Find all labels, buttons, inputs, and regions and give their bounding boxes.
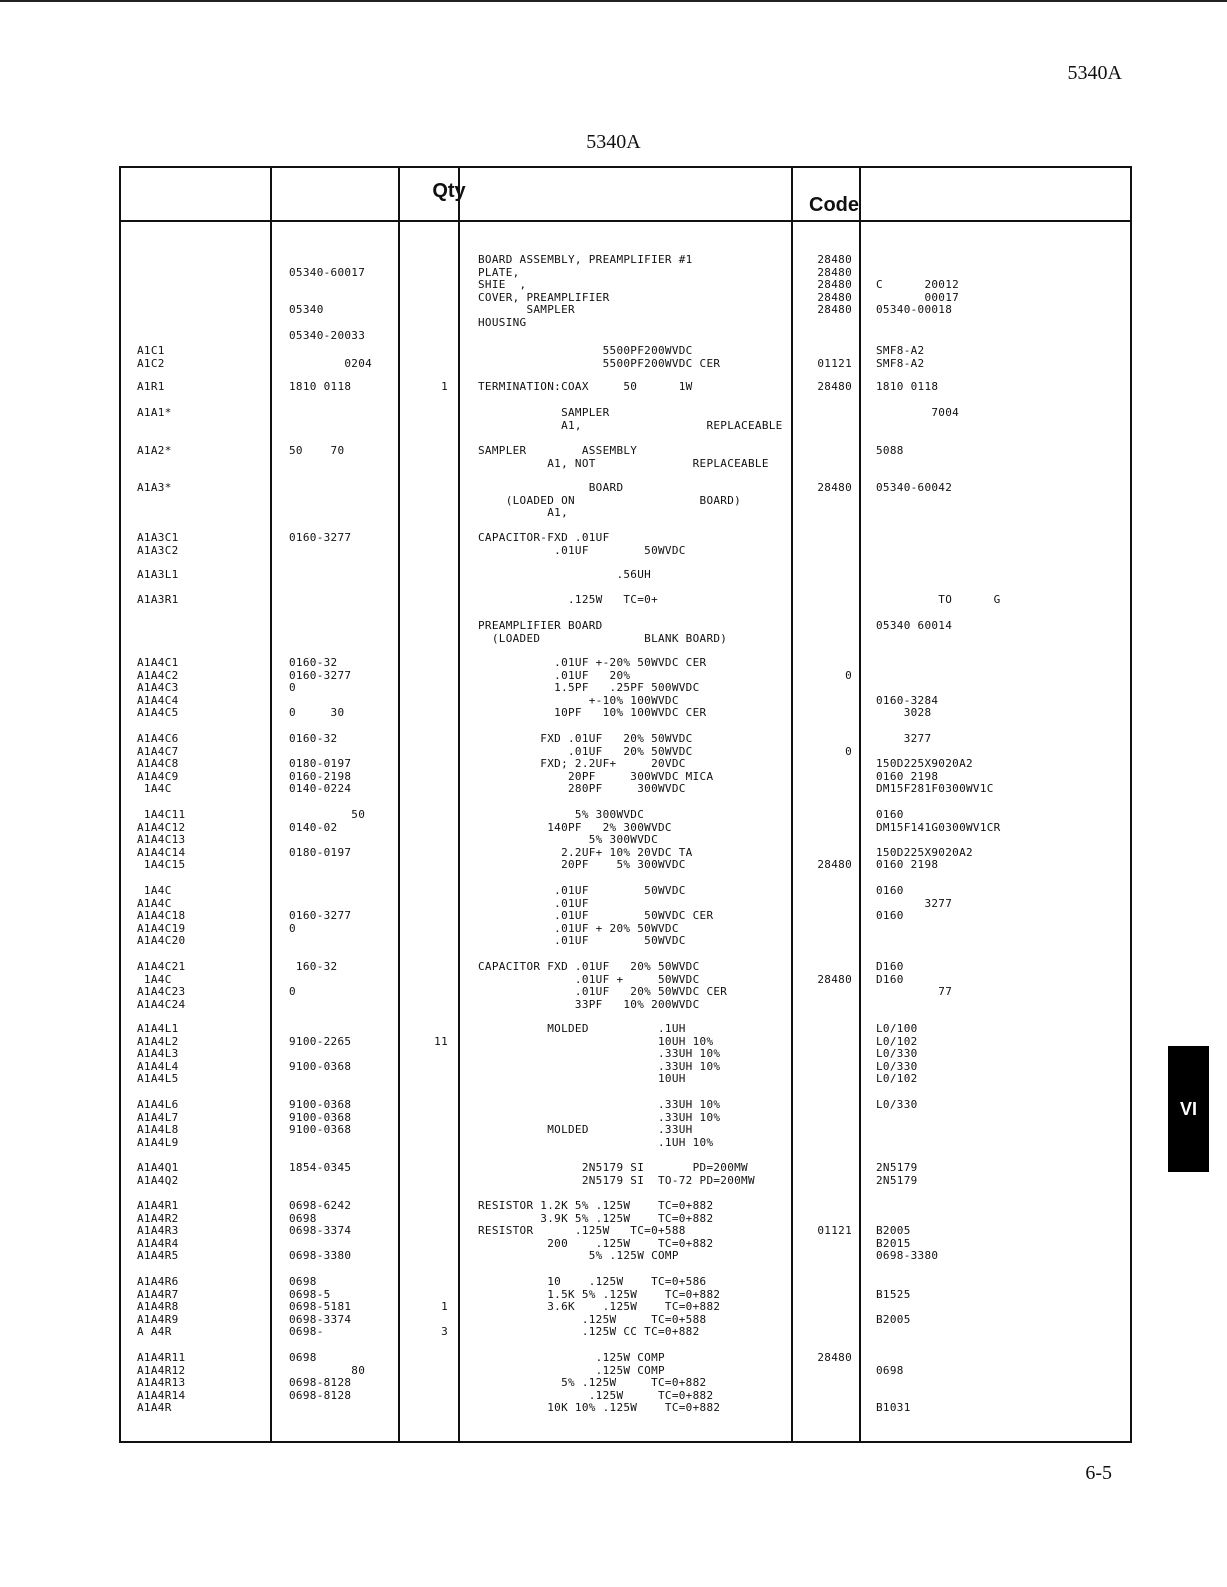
description-cell: 5500PF200WVDC 5500PF200WVDC CER	[602, 344, 721, 370]
description-cell: FXD .01UF 20% 50WVDC .01UF 20% 50WVDC FXD; 2.2UF+ 20VDC 20PF 300WVDC MICA 280PF 300WVDC	[540, 732, 714, 796]
description-cell: PREAMPLIFIER BOARD (LOADED BLANK BOARD)	[478, 619, 728, 645]
ref-cell: A1A4C21 1A4C A1A4C23 A1A4C24	[137, 960, 186, 1011]
mfr-part-cell: 0160-3284 3028	[876, 693, 939, 720]
mfr-code-cell: 01121	[817, 1224, 852, 1238]
ref-cell: A1R1	[137, 380, 165, 393]
ref-cell: 1A4C A1A4C A1A4C18 A1A4C19 A1A4C20	[137, 884, 186, 948]
description-cell: .56UH	[478, 568, 652, 581]
mfr-part-cell: SMF8-A2 SMF8-A2	[876, 344, 925, 370]
mfr-code-cell: 28480	[817, 481, 852, 494]
description-cell: 2N5179 SI PD=200MW 2N5179 SI TO-72 PD=200MW	[581, 1161, 755, 1187]
ref-cell: A1A1*	[137, 406, 172, 419]
description-cell: .33UH 10% .33UH 10% MOLDED .33UH .1UH 10%	[547, 1098, 721, 1149]
page-number: 6-5	[1085, 1462, 1112, 1484]
description-cell: TERMINATION:COAX 50 1W	[478, 380, 693, 393]
part-number-cell: 05340-60017 05340 05340-20033	[289, 265, 366, 342]
ref-cell: A1A4R1 A1A4R2 A1A4R3 A1A4R4 A1A4R5	[137, 1199, 179, 1263]
column-header-qty: Qty	[432, 180, 466, 202]
mfr-part-cell: B1525 B2005	[876, 1287, 911, 1326]
description-cell: CAPACITOR FXD .01UF 20% 50WVDC .01UF + 50WVDC .01UF 20% 50WVDC CER 33PF 10% 200WVDC	[478, 960, 728, 1011]
mfr-code-cell: 28480	[817, 1351, 852, 1364]
description-cell: 10 .125W TC=0+586 1.5K 5% .125W TC=0+882 3.6K .125W TC=0+882 .125W TC=0+588 .125W CC TC=0+882	[547, 1275, 721, 1339]
mfr-code-cell: 28480 28480 28480 28480 28480	[817, 253, 852, 317]
mfr-part-cell: 0160 DM15F141G0300WV1CR 150D225X9020A2 0160 2198	[876, 808, 1001, 872]
description-cell: SAMPLER ASSEMBLY A1, NOT REPLACEABLE	[478, 444, 769, 470]
header-divider	[121, 220, 1130, 222]
part-number-cell: 0204	[344, 356, 373, 370]
part-number-cell: 1854-0345	[289, 1161, 352, 1174]
part-number-cell: 50 70	[289, 444, 345, 457]
ref-cell: A1A3L1	[137, 568, 179, 581]
part-number-cell: 0698 80 0698-8128 0698-8128	[289, 1351, 366, 1402]
part-number-cell: 9100-0368 9100-0368 9100-0368	[289, 1098, 352, 1137]
column-divider	[270, 168, 272, 1441]
mfr-part-cell: D160 D160 77	[876, 960, 953, 999]
mfr-code-cell: 28480	[817, 858, 852, 872]
ref-cell: A1A4R6 A1A4R7 A1A4R8 A1A4R9 A A4R	[137, 1275, 179, 1339]
mfr-part-cell: TO G	[876, 593, 1001, 606]
part-number-cell: 0160-32 0180-0197 0160-2198 0140-0224	[289, 732, 352, 796]
ref-cell: A1A4R11 A1A4R12 A1A4R13 A1A4R14 A1A4R	[137, 1351, 186, 1415]
table-title: 5340A	[586, 131, 641, 153]
qty-cell: 11	[434, 1034, 448, 1048]
description-cell: BOARD (LOADED ON BOARD) A1,	[505, 481, 742, 520]
ref-cell: A1C1 A1C2	[137, 344, 165, 370]
mfr-code-cell: 0	[845, 668, 852, 682]
mfr-part-cell: B2005 B2015 0698-3380	[876, 1224, 939, 1263]
part-number-cell: 0160-32 0160-3277 0 0 30	[289, 656, 352, 720]
ref-cell: A1A3R1	[137, 593, 179, 606]
part-number-cell: 0160-3277	[289, 531, 352, 544]
ref-cell: 1A4C11 A1A4C12 A1A4C13 A1A4C14 1A4C15	[137, 808, 186, 872]
ref-cell: A1A4L6 A1A4L7 A1A4L8 A1A4L9	[137, 1098, 179, 1149]
mfr-part-cell: 0160 3277 0160	[876, 884, 953, 923]
top-rule	[0, 0, 1227, 2]
mfr-part-cell: 3277 150D225X9020A2 0160 2198 DM15F281F0300WV1C	[876, 732, 994, 796]
qty-cell: 1 3	[441, 1300, 448, 1339]
description-cell: SAMPLER A1, REPLACEABLE	[561, 406, 783, 432]
ref-cell: A1A4C1 A1A4C2 A1A4C3 A1A4C4 A1A4C5	[137, 656, 179, 720]
mfr-code-cell: 28480	[817, 380, 852, 393]
part-number-cell: 1810 0118	[289, 380, 352, 393]
mfr-part-cell: C 20012 00017 05340-00018	[876, 278, 960, 317]
mfr-part-cell: 5088	[876, 444, 904, 457]
description-cell: .125W TC=0+	[478, 593, 658, 606]
header-model: 5340A	[1067, 62, 1122, 84]
description-cell: MOLDED .1UH 10UH 10% .33UH 10% .33UH 10% 10UH	[547, 1022, 721, 1086]
mfr-code-cell: 28480	[817, 972, 852, 986]
mfr-part-cell: L0/100 L0/102 L0/330 L0/330 L0/102	[876, 1022, 918, 1086]
ref-cell: A1A3*	[137, 481, 172, 494]
column-divider	[398, 168, 400, 1441]
mfr-part-cell: 0698 B1031	[876, 1363, 911, 1415]
part-number-cell: 160-32 0	[289, 960, 338, 999]
part-number-cell: 9100-2265 9100-0368	[289, 1034, 352, 1073]
column-divider	[458, 168, 460, 1441]
part-number-cell: 0698 0698-5 0698-5181 0698-3374 0698-	[289, 1275, 352, 1339]
section-tab: VI	[1168, 1046, 1209, 1172]
mfr-code-cell: 0	[845, 744, 852, 758]
description-cell: .01UF 50WVDC .01UF .01UF 50WVDC CER .01UF + 20% 50WVDC .01UF 50WVDC	[554, 884, 714, 948]
mfr-part-cell: L0/330	[876, 1098, 918, 1111]
qty-cell: 1	[441, 380, 448, 393]
ref-cell: A1A2*	[137, 444, 172, 457]
mfr-part-cell: 7004	[876, 406, 960, 419]
part-number-cell: 50 0140-02 0180-0197	[289, 808, 366, 859]
part-number-cell: 0698-6242 0698 0698-3374 0698-3380	[289, 1199, 352, 1263]
column-divider	[859, 168, 861, 1441]
mfr-code-cell: 01121	[817, 356, 852, 370]
description-cell: 5% 300WVDC 140PF 2% 300WVDC 5% 300WVDC 2.2UF+ 10% 20VDC TA 20PF 5% 300WVDC	[547, 808, 693, 872]
mfr-part-cell: 05340 60014	[876, 619, 953, 632]
mfr-part-cell: 2N5179 2N5179	[876, 1161, 918, 1187]
ref-cell: A1A3C1 A1A3C2	[137, 531, 179, 557]
mfr-part-cell: 05340-60042	[876, 481, 953, 494]
ref-cell: A1A4L1 A1A4L2 A1A4L3 A1A4L4 A1A4L5	[137, 1022, 179, 1086]
description-cell: CAPACITOR-FXD .01UF .01UF 50WVDC	[478, 531, 686, 557]
ref-cell: A1A4Q1 A1A4Q2	[137, 1161, 179, 1187]
mfr-part-cell: 1810 0118	[876, 380, 939, 393]
column-divider	[791, 168, 793, 1441]
description-cell: .01UF +-20% 50WVDC CER .01UF 20% 1.5PF .25PF 500WVDC +-10% 100WVDC 10PF 10% 100WVDC CER	[554, 656, 707, 720]
description-cell: RESISTOR 1.2K 5% .125W TC=0+882 3.9K 5% .125W TC=0+882 RESISTOR .125W TC=0+588 200 .125W TC=0+882 5% .125W COMP	[478, 1199, 714, 1263]
column-header-code: Code	[809, 194, 859, 216]
part-number-cell: 0160-3277 0	[289, 909, 352, 935]
description-cell: .125W COMP .125W COMP 5% .125W TC=0+882 .125W TC=0+882 10K 10% .125W TC=0+882	[547, 1351, 721, 1415]
ref-cell: A1A4C6 A1A4C7 A1A4C8 A1A4C9 1A4C	[137, 732, 179, 796]
description-cell: BOARD ASSEMBLY, PREAMPLIFIER #1 PLATE, SHIE , COVER, PREAMPLIFIER SAMPLER HOUSING	[478, 253, 693, 329]
